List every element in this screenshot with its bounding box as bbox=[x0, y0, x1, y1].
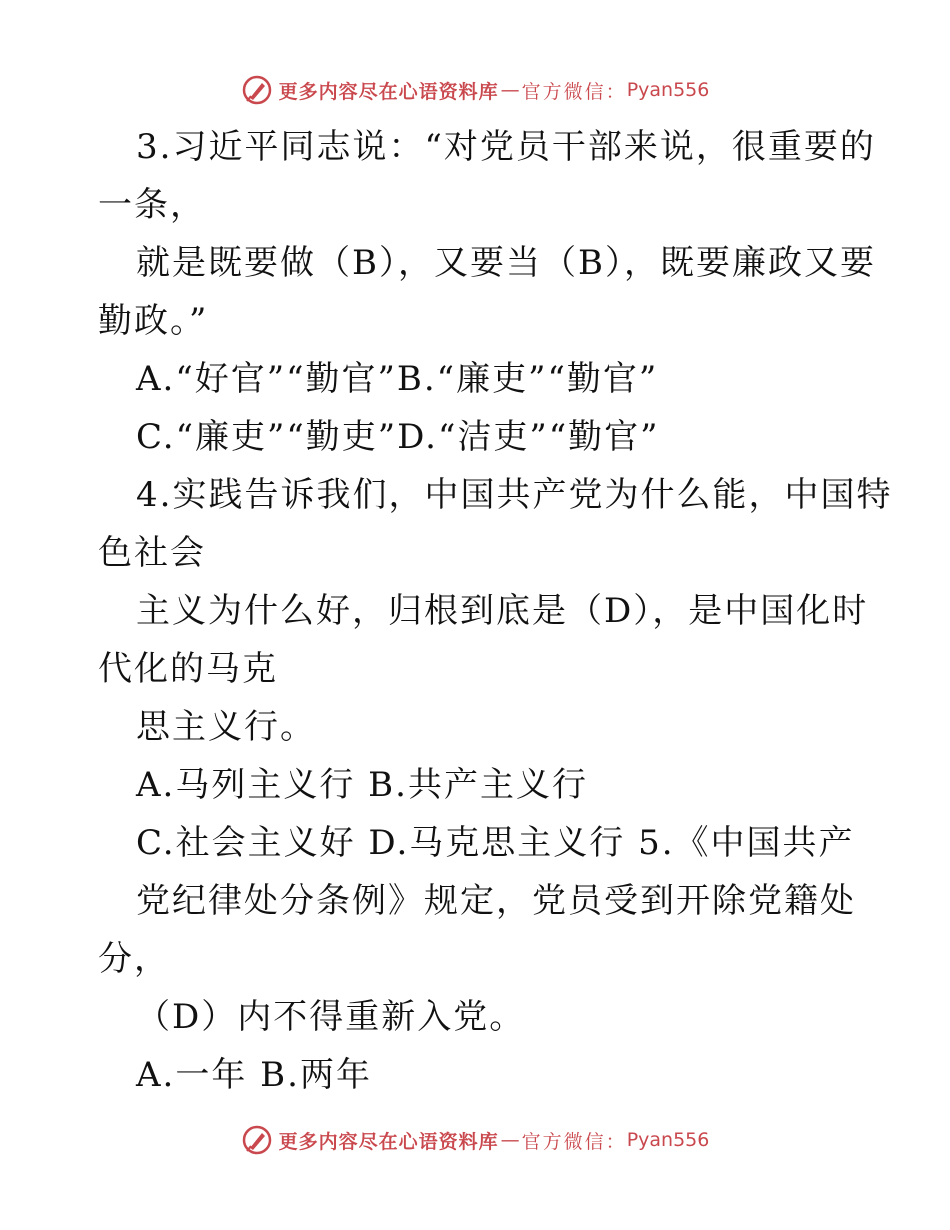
watermark-text: 更多内容尽在心语资料库 bbox=[278, 80, 499, 103]
watermark-header bbox=[0, 70, 950, 110]
text-line: 分， bbox=[98, 939, 170, 979]
text-line: （D）内不得重新入党。 bbox=[136, 997, 526, 1037]
text-line: 就是既要做（B），又要当（B），既要廉政又要 bbox=[136, 243, 876, 283]
watermark-label: 官方微信： bbox=[521, 1130, 627, 1153]
option-line: A.一年 B.两年 bbox=[136, 1055, 372, 1095]
option-line: A.马列主义行 B.共产主义行 bbox=[136, 765, 588, 805]
watermark-footer bbox=[0, 1120, 950, 1160]
document-body bbox=[98, 118, 893, 1104]
watermark-dash: — bbox=[500, 79, 520, 101]
text-line: 勤政。” bbox=[98, 301, 209, 341]
quill-pen-logo-icon bbox=[241, 74, 273, 106]
option-line: C.社会主义好 D.马克思主义行 5.《中国共产 bbox=[136, 823, 855, 863]
option-line: C.“廉吏”“勤吏”D.“洁吏”“勤官” bbox=[136, 417, 660, 457]
watermark-dash: — bbox=[500, 1129, 520, 1151]
watermark-text: 更多内容尽在心语资料库 bbox=[278, 1130, 499, 1153]
text-line: 色社会 bbox=[98, 533, 206, 573]
watermark-handle: Pyan556 bbox=[626, 79, 710, 101]
text-line: 主义为什么好，归根到底是（D），是中国化时 bbox=[136, 591, 869, 631]
text-line: 代化的马克 bbox=[98, 649, 278, 689]
option-line: A.“好官”“勤官”B.“廉吏”“勤官” bbox=[136, 359, 659, 399]
text-line: 思主义行。 bbox=[136, 707, 316, 747]
watermark-label: 官方微信： bbox=[521, 80, 627, 103]
text-line: 4.实践告诉我们，中国共产党为什么能，中国特 bbox=[136, 475, 893, 515]
watermark-handle: Pyan556 bbox=[626, 1129, 710, 1151]
text-line: 3.习近平同志说：“对党员干部来说，很重要的 bbox=[136, 127, 876, 167]
text-line: 党纪律处分条例》规定，党员受到开除党籍处 bbox=[136, 881, 856, 921]
quill-pen-logo-icon bbox=[241, 1124, 273, 1156]
text-line: 一条， bbox=[98, 185, 206, 225]
